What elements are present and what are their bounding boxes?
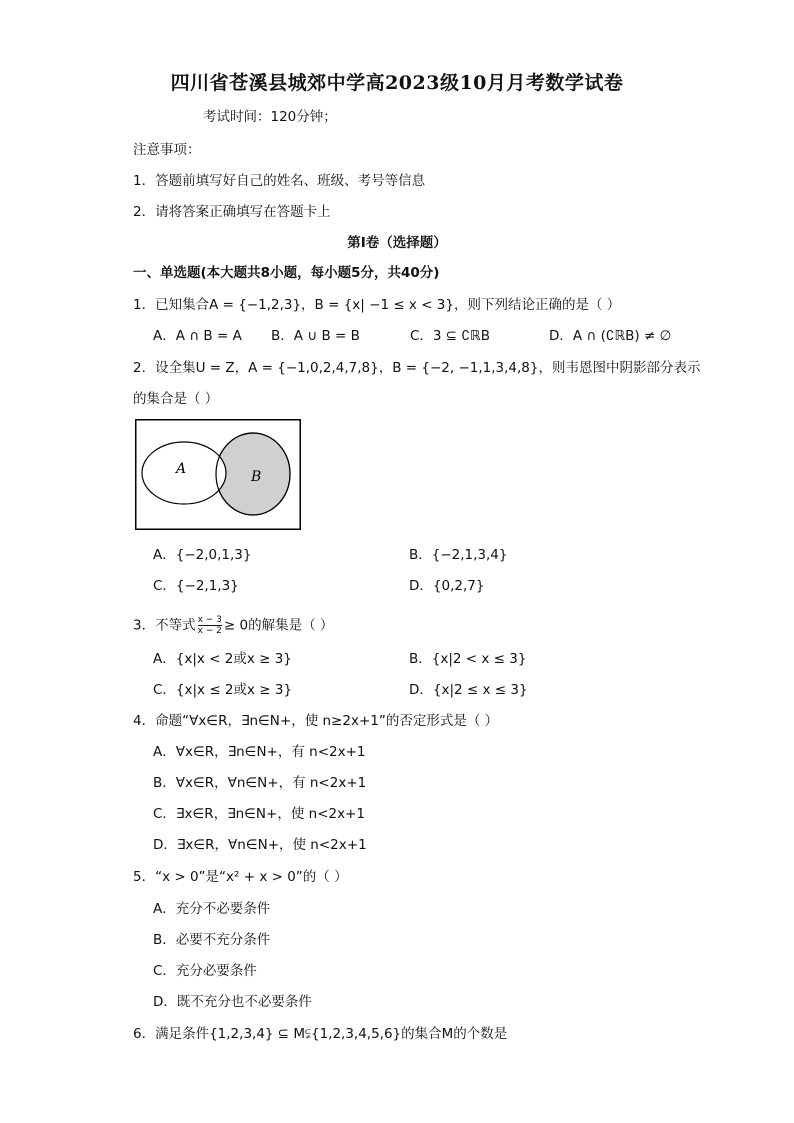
notice-heading: 注意事项： (133, 142, 201, 158)
set-b-label: B (251, 469, 262, 485)
question-5-stem: 5．“x > 0”是“x² + x > 0”的（ ） (133, 869, 348, 885)
question-3-option-b: B．{x|2 < x ≤ 3} (409, 651, 527, 667)
question-5-option-a: A．充分不必要条件 (153, 901, 271, 917)
exam-title: 四川省苍溪县城郊中学高2023级10月月考数学试卷 (170, 72, 624, 94)
venn-diagram (135, 419, 301, 530)
question-1-option-b: B．A ∪ B = B (271, 328, 360, 344)
question-3-stem (133, 615, 333, 636)
question-5-option-d: D．既不充分也不必要条件 (153, 994, 312, 1010)
question-2-option-a: A．{−2,0,1,3} (153, 547, 252, 563)
notice-item: 1．答题前填写好自己的姓名、班级、考号等信息 (133, 173, 426, 189)
question-2-option-c: C．{−2,1,3} (153, 578, 239, 594)
question-3-option-d: D．{x|2 ≤ x ≤ 3} (409, 682, 528, 698)
question-1-stem: 1．已知集合A = {−1,2,3}，B = {x| −1 ≤ x < 3}，则下列结论正确的是（ ） (133, 297, 621, 313)
section-title: 第I卷（选择题） (347, 235, 447, 251)
question-5-option-c: C．充分必要条件 (153, 963, 257, 979)
question-2-stem-cont: 的集合是（ ） (133, 391, 219, 407)
question-1-option-d: D．A ∩ (∁ℝB) ≠ ∅ (549, 328, 672, 344)
question-4-option-a: A．∀x∈R，∃n∈N+，有 n<2x+1 (153, 744, 366, 760)
question-4-stem: 4．命题“∀x∈R，∃n∈N+，使 n≥2x+1”的否定形式是（ ） (133, 713, 499, 729)
question-2-option-d: D．{0,2,7} (409, 578, 485, 594)
fraction-denominator: x − 2 (197, 626, 222, 636)
question-2-option-b: B．{−2,1,3,4} (409, 547, 508, 563)
set-a-label: A (176, 461, 187, 477)
fraction-numerator: x − 3 (197, 615, 222, 625)
question-1-option-c: C．3 ⊆ ∁ℝB (410, 328, 490, 344)
question-3-option-c: C．{x|x ≤ 2或x ≥ 3} (153, 682, 293, 698)
question-3-stem-pre: 3．不等式 (133, 617, 196, 634)
exam-time: 考试时间：120分钟； (203, 109, 337, 125)
question-3-stem-post: ≥ 0的解集是（ ） (223, 617, 334, 634)
question-3-fraction (198, 615, 222, 636)
question-4-option-b: B．∀x∈R，∀n∈N+，有 n<2x+1 (153, 775, 367, 791)
question-6-stem: 6．满足条件{1,2,3,4} ⊆ M⫋{1,2,3,4,5,6}的集合M的个数是 (133, 1026, 508, 1042)
notice-item: 2．请将答案正确填写在答题卡上 (133, 204, 331, 220)
question-1-option-a: A．A ∩ B = A (153, 328, 242, 344)
question-5-option-b: B．必要不充分条件 (153, 932, 271, 948)
question-3-option-a: A．{x|x < 2或x ≥ 3} (153, 651, 292, 667)
question-4-option-c: C．∃x∈R，∃n∈N+，使 n<2x+1 (153, 806, 365, 822)
part-heading: 一、单选题(本大题共8小题，每小题5分，共40分) (133, 265, 440, 281)
question-4-option-d: D．∃x∈R，∀n∈N+，使 n<2x+1 (153, 837, 367, 853)
question-2-stem: 2．设全集U = Z，A = {−1,0,2,4,7,8}，B = {−2, −1,1,3,4,8}，则韦恩图中阴影部分表示 (133, 360, 701, 376)
